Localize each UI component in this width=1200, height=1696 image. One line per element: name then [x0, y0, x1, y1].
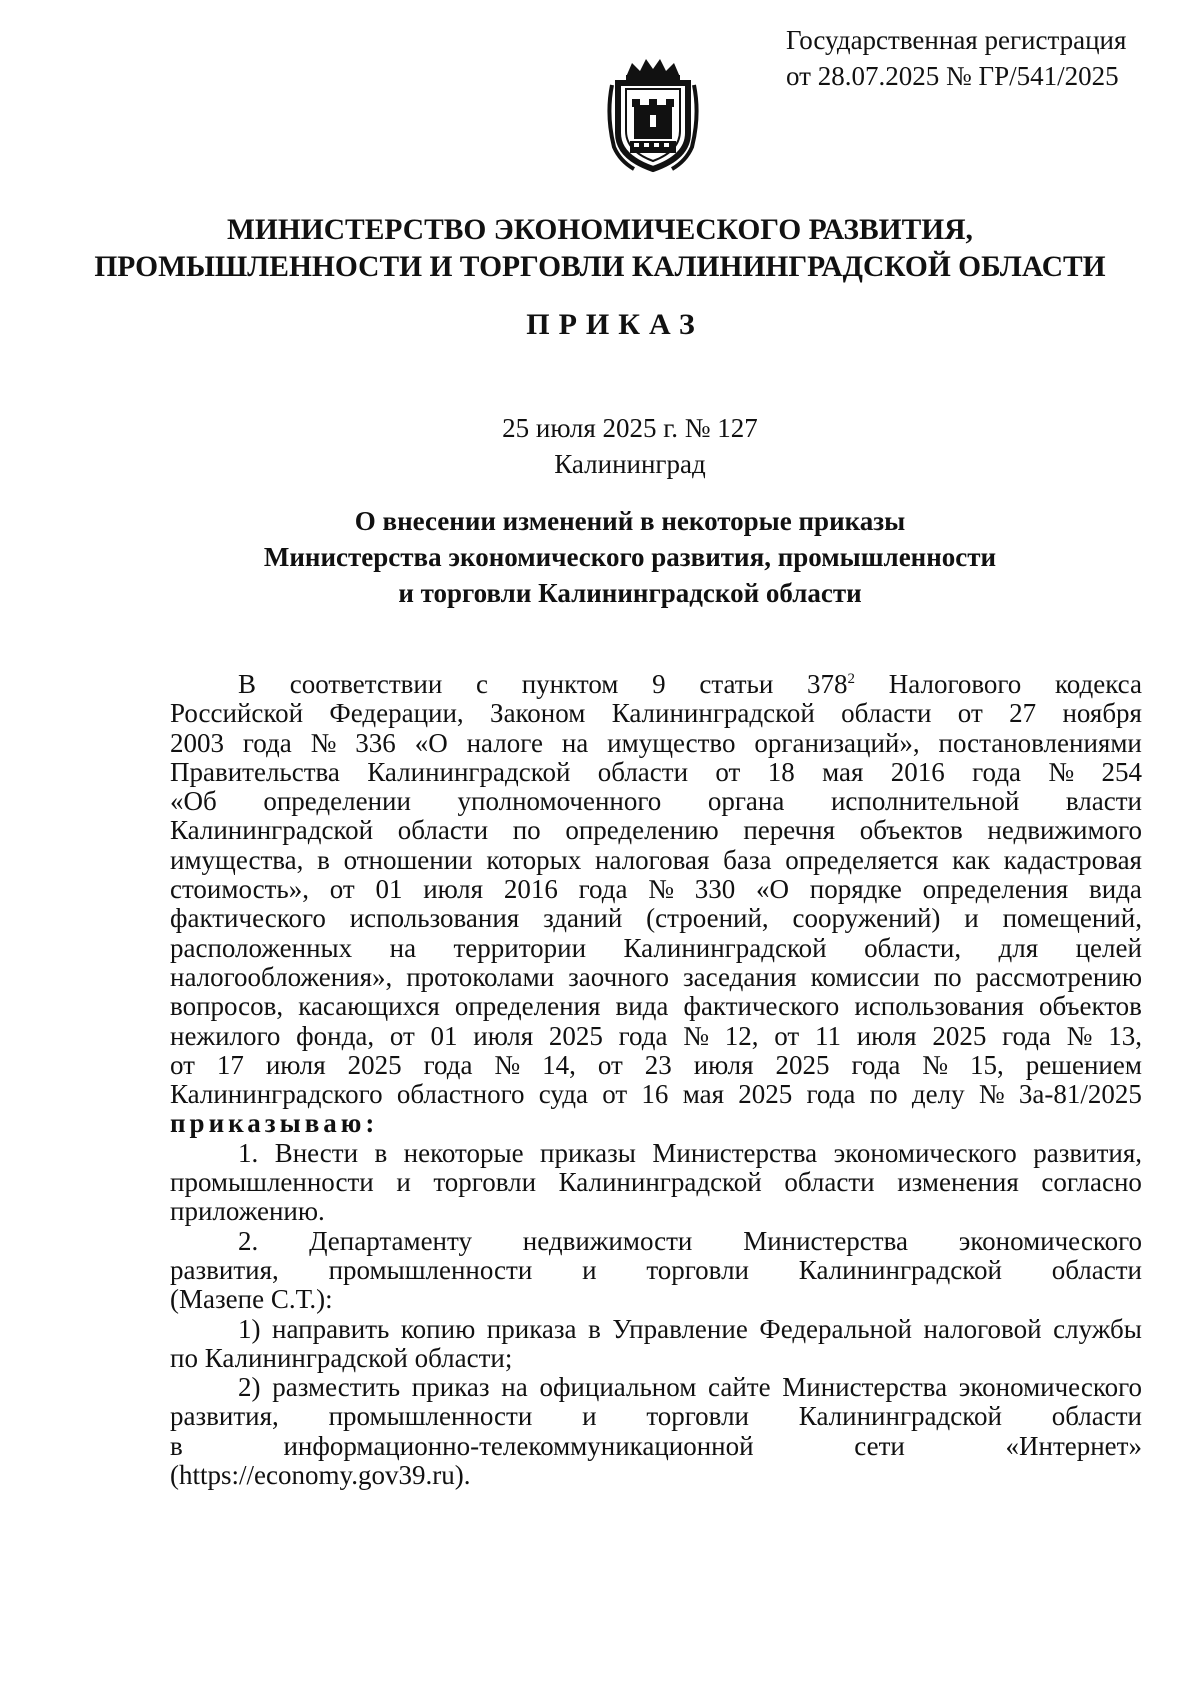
word: Калининградской: [558, 1167, 762, 1198]
word: некоторые: [403, 1137, 524, 1168]
item-2-2: [170, 1373, 1142, 1461]
word: помещений,: [1002, 903, 1142, 934]
word: 3а-81/2025: [1018, 1079, 1142, 1110]
text-line: [170, 816, 1142, 845]
word: развития,: [1033, 1137, 1142, 1168]
subject-line-1: О внесении изменений в некоторые приказы: [354, 506, 906, 536]
item-2-1-last: по Калининградской области;: [170, 1342, 513, 1373]
word: по: [933, 961, 962, 992]
word: в: [317, 844, 330, 875]
word: по: [869, 1079, 898, 1110]
word: Управление: [612, 1313, 748, 1344]
word: в: [170, 1430, 183, 1461]
text-line: [170, 963, 1142, 992]
word: перечня: [743, 815, 836, 846]
word: вопросов,: [170, 991, 284, 1022]
item-2-2-last: (https://economy.gov39.ru).: [170, 1460, 471, 1491]
word: торговли: [646, 1254, 749, 1285]
word: №: [494, 1049, 521, 1080]
word: сайте: [708, 1372, 771, 1403]
word: и: [396, 1167, 411, 1198]
word: торговли: [646, 1401, 749, 1432]
word: изменения: [897, 1167, 1019, 1198]
word: порядке: [809, 874, 902, 905]
word: 2.: [238, 1225, 259, 1256]
word: развития,: [170, 1254, 279, 1285]
word: организаций»,: [754, 727, 920, 758]
word: делу: [911, 1079, 965, 1110]
word: Российской: [170, 698, 304, 729]
registration-line-2: от 28.07.2025 № ГР/541/2025: [786, 61, 1119, 91]
word: с: [476, 669, 488, 699]
word: Калининградской: [367, 756, 571, 787]
word: на: [501, 1372, 528, 1403]
word: пунктом: [521, 669, 619, 699]
word: июля: [473, 1020, 534, 1051]
word: согласно: [1041, 1167, 1142, 1198]
item-2-1: [170, 1315, 1142, 1344]
word: от: [597, 1049, 623, 1080]
word: от: [602, 1079, 628, 1110]
word: Налогового: [888, 669, 1022, 699]
word: имущества,: [170, 844, 304, 875]
word: Калининградской: [611, 698, 815, 729]
word: 330: [694, 874, 736, 905]
document-type: ПРИКАЗ: [526, 308, 704, 341]
text-line: [170, 934, 1142, 963]
word: на: [389, 932, 417, 963]
word: Внести: [274, 1137, 359, 1168]
word: сети: [854, 1430, 905, 1461]
word: года: [1002, 1020, 1051, 1051]
word: от: [715, 756, 741, 787]
word: экономического: [958, 1225, 1142, 1256]
ministry-line-1: МИНИСТЕРСТВО ЭКОНОМИЧЕСКОГО РАЗВИТИЯ,: [227, 214, 973, 246]
word: целей: [1075, 932, 1142, 963]
word: кадастровая: [1003, 844, 1142, 875]
date-and-place: [0, 410, 1200, 482]
word: «О: [756, 874, 790, 905]
text-line: [170, 670, 1142, 699]
word: июля: [693, 1049, 754, 1080]
word: (строений,: [646, 903, 769, 934]
word: в: [374, 1137, 388, 1168]
word: Министерства: [782, 1372, 948, 1403]
word: фактического: [170, 903, 326, 934]
subject-line-3: и торговли Калининградской области: [398, 578, 862, 608]
word: службы: [1053, 1313, 1142, 1344]
word: сооружений): [792, 903, 941, 934]
word: 12,: [724, 1020, 759, 1051]
word: 2016: [890, 756, 945, 787]
word: для: [998, 932, 1039, 963]
word: года: [618, 1020, 668, 1051]
word: приказа: [486, 1313, 577, 1344]
word: налоговой: [923, 1313, 1042, 1344]
text-line: [170, 904, 1142, 933]
word: направить: [272, 1313, 390, 1344]
word: «Об: [170, 786, 217, 817]
item-1-last: приложению.: [170, 1196, 325, 1227]
word: торговли: [433, 1167, 537, 1198]
word: информационно-телекоммуникационной: [283, 1430, 754, 1461]
text-line: [170, 1432, 1142, 1461]
word: налоге: [466, 727, 543, 758]
item-1-last-line: [170, 1197, 1142, 1226]
word: 16: [641, 1079, 669, 1110]
word: исполнительной: [830, 786, 1020, 817]
word: вида: [615, 991, 669, 1022]
item-2-2-last-line: [170, 1461, 1142, 1490]
word: использования: [349, 903, 520, 934]
word: 17: [216, 1049, 244, 1080]
word: Калининградской: [623, 932, 827, 963]
word: 336: [355, 727, 396, 758]
text-line: [170, 787, 1142, 816]
word: 2025: [347, 1049, 402, 1080]
word: экономического: [958, 1372, 1142, 1403]
registration-stamp: [786, 22, 1186, 94]
item-2-1-last-line: [170, 1344, 1142, 1373]
subject-line-2: Министерства экономического развития, промышленности: [263, 542, 997, 572]
word: 11: [814, 1020, 841, 1051]
word: уполномоченного: [457, 786, 662, 817]
word: имущество: [607, 727, 736, 758]
word: развития,: [170, 1401, 279, 1432]
item-2-last-line: [170, 1285, 1142, 1314]
word: 15,: [969, 1049, 1004, 1080]
word: промышленности: [170, 1167, 374, 1198]
word: заочного: [568, 961, 670, 992]
document-subject: [0, 503, 1200, 611]
word: налоговая: [595, 844, 710, 875]
word: 2025: [932, 1020, 987, 1051]
word: Правительства: [170, 756, 340, 787]
word: области: [597, 756, 689, 787]
word: 1): [238, 1313, 261, 1344]
word: области: [784, 1167, 875, 1198]
word: официальном: [539, 1372, 697, 1403]
word: определения: [454, 991, 601, 1022]
word: 27: [1009, 698, 1037, 729]
word: соответствии: [289, 669, 443, 699]
word: использования: [854, 991, 1024, 1022]
word: от: [957, 698, 983, 729]
word: налогообложения»,: [170, 961, 393, 992]
word: промышленности: [328, 1401, 533, 1432]
word: области,: [864, 932, 962, 963]
text-line: [170, 992, 1142, 1021]
superscript: 2: [847, 671, 856, 687]
kaliningrad-coat-of-arms-icon: [604, 55, 702, 173]
word: органа: [707, 786, 785, 817]
word: и: [964, 903, 979, 934]
text-line: [170, 1402, 1142, 1431]
word: фактического: [683, 991, 840, 1022]
word: июля: [856, 1020, 917, 1051]
text-line: [170, 846, 1142, 875]
word: 2003: [170, 727, 224, 758]
word: определения: [922, 874, 1069, 905]
document-body: [170, 670, 1142, 1490]
word: Калининградской: [798, 1401, 1002, 1432]
text-line: [170, 1080, 1142, 1109]
word: областного: [396, 1079, 525, 1110]
item-1: [170, 1139, 1142, 1198]
word: Калининградской: [798, 1254, 1002, 1285]
word: от: [170, 1049, 195, 1080]
word: года: [851, 1049, 901, 1080]
word: суда: [538, 1079, 588, 1110]
word: 23: [644, 1049, 672, 1080]
word: недвижимого: [987, 815, 1142, 846]
word: №: [978, 1079, 1005, 1110]
word: расположенных: [170, 932, 353, 963]
word: Калининградского: [170, 1079, 383, 1110]
word: Департаменту: [309, 1225, 472, 1256]
word: отношении: [343, 844, 473, 875]
word: которых: [486, 844, 582, 875]
word: мая: [822, 756, 864, 787]
ministry-line-2: ПРОМЫШЛЕННОСТИ И ТОРГОВЛИ КАЛИНИНГРАДСКОЙ ОБЛАСТИ: [94, 251, 1106, 283]
word: решением: [1025, 1049, 1142, 1080]
text-line: [170, 729, 1142, 758]
word: 254: [1101, 756, 1142, 787]
text-line: [170, 1315, 1142, 1344]
word: №: [1066, 1020, 1093, 1051]
word: рассмотрению: [975, 961, 1142, 992]
order-word-line: [170, 1109, 1142, 1138]
registration-line-1: Государственная регистрация: [786, 25, 1127, 55]
word: 01: [375, 874, 403, 905]
word: 14,: [542, 1049, 576, 1080]
word: Федеральной: [759, 1313, 912, 1344]
text-line: [170, 1168, 1142, 1197]
word: от: [389, 1020, 415, 1051]
text-line: [170, 1022, 1142, 1051]
word: от: [774, 1020, 800, 1051]
word: 2): [238, 1372, 261, 1403]
word: 9: [652, 669, 666, 699]
word: В: [238, 669, 257, 699]
word: области: [397, 815, 489, 846]
word: постановлениями: [938, 727, 1142, 758]
word: на: [561, 727, 589, 758]
word: промышленности: [328, 1254, 533, 1285]
word: года: [242, 727, 292, 758]
word: статьи: [699, 669, 774, 699]
item-2: [170, 1227, 1142, 1286]
word: и: [582, 1401, 597, 1432]
text-line: [170, 1256, 1142, 1285]
word: по: [512, 815, 541, 846]
word: «Интернет»: [1005, 1430, 1142, 1461]
word: касающихся: [298, 991, 440, 1022]
word: №: [1048, 756, 1075, 787]
word: недвижимости: [522, 1225, 693, 1256]
word: области: [841, 698, 932, 729]
word: определению: [565, 815, 719, 846]
word: определении: [263, 786, 411, 817]
word: от: [329, 874, 355, 905]
word: «О: [414, 727, 448, 758]
word: кодекса: [1055, 669, 1142, 699]
word: года: [578, 874, 628, 905]
order-word: приказываю:: [170, 1108, 379, 1139]
word: приказы: [540, 1137, 636, 1168]
word: и: [582, 1254, 597, 1285]
word: Законом: [490, 698, 586, 729]
word: база: [723, 844, 772, 875]
word: области: [1051, 1254, 1142, 1285]
item-2-last: (Мазепе С.Т.):: [170, 1284, 333, 1315]
text-line: [170, 1227, 1142, 1256]
word: года: [806, 1079, 856, 1110]
word: года: [972, 756, 1021, 787]
word: 2025: [548, 1020, 603, 1051]
word: определяется: [785, 844, 939, 875]
word: копию: [400, 1313, 476, 1344]
date-number: 25 июля 2025 г. № 127: [502, 413, 758, 443]
word: Федерации,: [329, 698, 464, 729]
word: комиссии: [810, 961, 920, 992]
word: в: [588, 1313, 601, 1344]
text-line: [170, 1373, 1142, 1402]
word: фонда,: [296, 1020, 375, 1051]
word: зданий: [543, 903, 623, 934]
word: объектов: [1038, 991, 1142, 1022]
word: приказ: [411, 1372, 490, 1403]
word: 2016: [503, 874, 558, 905]
word: области: [1051, 1401, 1142, 1432]
word: 2025: [738, 1079, 793, 1110]
word: 1.: [238, 1137, 259, 1168]
word: как: [952, 844, 990, 875]
ministry-name: [0, 212, 1200, 286]
word: Министерства: [743, 1225, 908, 1256]
word: мая: [682, 1079, 724, 1110]
word: Министерства: [652, 1137, 818, 1168]
word: объектов: [859, 815, 963, 846]
word: года: [423, 1049, 473, 1080]
text-line: [170, 758, 1142, 787]
text-line: [170, 1051, 1142, 1080]
word: вида: [1088, 874, 1142, 905]
word: власти: [1065, 786, 1142, 817]
word: нежилого: [170, 1020, 281, 1051]
word: 01: [430, 1020, 458, 1051]
word: территории: [453, 932, 587, 963]
word: №: [922, 1049, 949, 1080]
word: июля: [265, 1049, 326, 1080]
word: экономического: [833, 1137, 1017, 1168]
word: 13,: [1108, 1020, 1142, 1051]
preamble: [170, 670, 1142, 1109]
word: ноября: [1062, 698, 1142, 729]
word: стоимость»,: [170, 874, 309, 905]
word: 2025: [775, 1049, 830, 1080]
text-line: [170, 1139, 1142, 1168]
word: $378^2$: [807, 669, 856, 699]
text-line: [170, 699, 1142, 728]
word: июля: [423, 874, 484, 905]
word: протоколами: [406, 961, 555, 992]
word: 18: [767, 756, 795, 787]
city: Калининград: [554, 449, 706, 479]
word: №: [648, 874, 674, 905]
word: заседания: [682, 961, 797, 992]
word: №: [683, 1020, 710, 1051]
word: №: [310, 727, 337, 758]
word: Калининградской: [170, 815, 374, 846]
word: разместить: [272, 1372, 401, 1403]
text-line: [170, 875, 1142, 904]
